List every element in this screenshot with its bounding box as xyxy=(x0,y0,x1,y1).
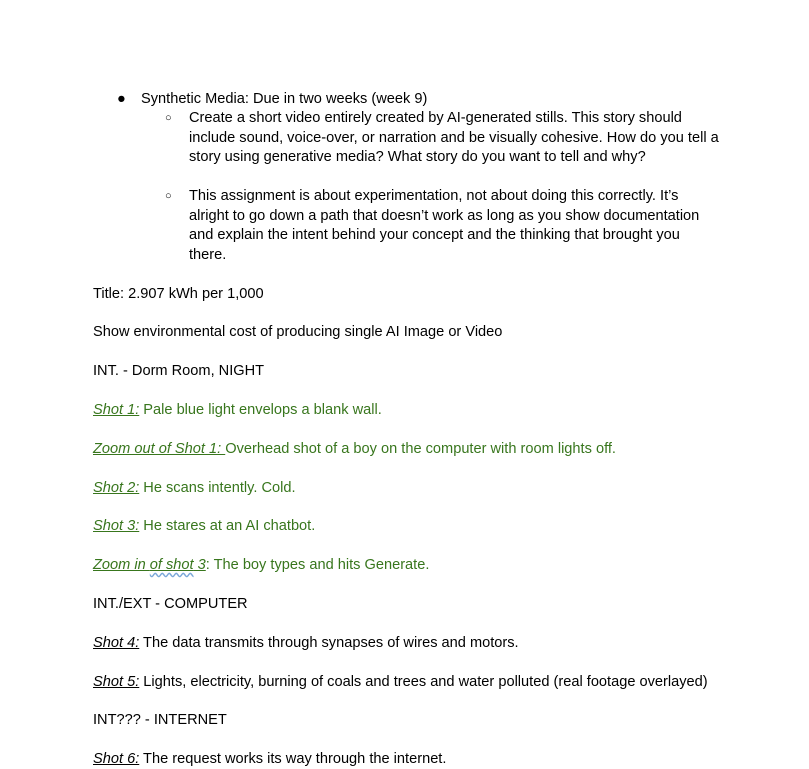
shot-text: He stares at an AI chatbot. xyxy=(139,518,316,534)
shot-4 xyxy=(93,634,519,653)
shot-zoom-in xyxy=(93,556,429,575)
shot-text: Lights, electricity, burning of coals and trees and water polluted (real footage overlayed) xyxy=(139,674,708,690)
scene-heading-2: INT./EXT - COMPUTER xyxy=(93,596,248,612)
shot-label: Shot 2: xyxy=(93,480,140,496)
spellcheck-underline[interactable]: of shot xyxy=(149,557,194,573)
shot-1 xyxy=(93,401,382,420)
shot-label: Shot 1: xyxy=(93,402,140,418)
shot-5 xyxy=(93,673,708,692)
bullet-circle-icon: ○ xyxy=(165,190,172,202)
shot-text: He scans intently. Cold. xyxy=(139,480,296,496)
shot-2 xyxy=(93,479,296,498)
shot-3 xyxy=(93,517,315,536)
bullet-circle-icon: ○ xyxy=(165,112,172,124)
script-title: Title: 2.907 kWh per 1,000 xyxy=(93,286,264,302)
shot-label: Zoom in of shot 3 xyxy=(93,557,206,573)
bullet-dot-icon: ● xyxy=(117,91,126,107)
shot-text: The request works its way through the internet. xyxy=(139,751,447,767)
shot-label: Shot 6: xyxy=(93,751,140,767)
shot-text: The data transmits through synapses of wires and motors. xyxy=(139,635,519,651)
shot-label: Zoom out of Shot 1: xyxy=(93,441,226,457)
shot-zoom-out xyxy=(93,440,616,459)
shot-6 xyxy=(93,750,446,769)
shot-text: Overhead shot of a boy on the computer with room lights off. xyxy=(225,441,616,457)
shot-text: : The boy types and hits Generate. xyxy=(205,557,430,573)
assignment-description: Create a short video entirely created by AI-generated stills. This story should include sound, voice-over, or narration and be visually cohesive. How do you tell a story using generative media? What story do you want to tell and why? xyxy=(189,110,719,165)
script-logline: Show environmental cost of producing single AI Image or Video xyxy=(93,324,503,340)
scene-heading-1: INT. - Dorm Room, NIGHT xyxy=(93,363,265,379)
shot-label: Shot 4: xyxy=(93,635,140,651)
shot-label: Shot 5: xyxy=(93,674,140,690)
shot-label: Shot 3: xyxy=(93,518,140,534)
shot-text: Pale blue light envelops a blank wall. xyxy=(139,402,382,418)
assignment-title: Synthetic Media: Due in two weeks (week 9) xyxy=(141,91,428,107)
assignment-note: This assignment is about experimentation, not about doing this correctly. It’s alright to go down a path that doesn’t work as long as you show documentation and explain the intent behind your concept and the thinking that brought you there. xyxy=(189,188,700,263)
scene-heading-3: INT??? - INTERNET xyxy=(93,712,227,728)
